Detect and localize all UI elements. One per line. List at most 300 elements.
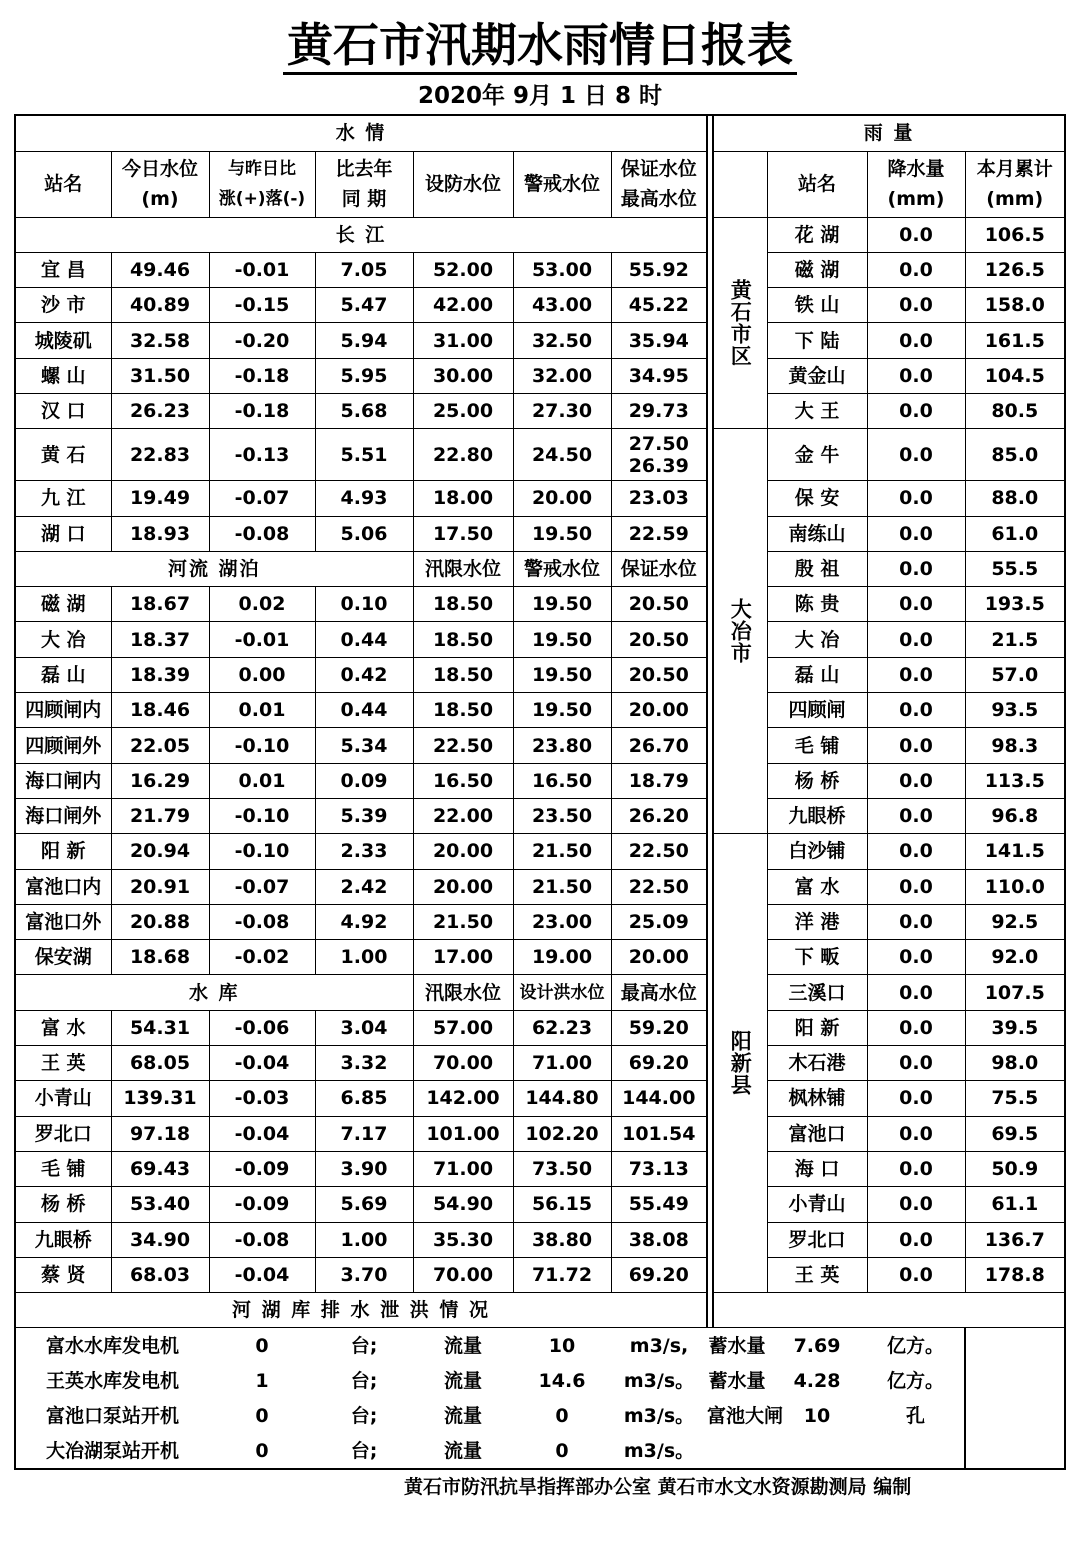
rivers-col-guarantee: 保证水位 <box>611 551 707 586</box>
rain-station-name: 大 冶 <box>767 622 867 657</box>
water-cell-col-7: 26.70 <box>611 728 707 763</box>
flood-row <box>15 1328 1065 1363</box>
water-cell-col-6: 144.80 <box>513 1081 611 1116</box>
water-cell-col-4: 5.95 <box>315 358 413 393</box>
water-cell-col-5: 18.50 <box>413 693 513 728</box>
water-cell-col-3: 0.00 <box>209 657 315 692</box>
flood-unit: 台; <box>350 1369 378 1392</box>
water-cell-col-5: 16.50 <box>413 763 513 798</box>
water-cell-col-6: 20.00 <box>513 481 611 516</box>
water-cell-col-2: 18.68 <box>111 940 209 975</box>
water-cell-col-5: 22.00 <box>413 798 513 833</box>
water-cell-col-2: 18.67 <box>111 587 209 622</box>
table-row <box>15 587 1065 622</box>
table-row <box>15 323 1065 358</box>
water-cell-col-3: 0.01 <box>209 763 315 798</box>
water-cell-col-5: 18.50 <box>413 622 513 657</box>
water-cell-col-2: 31.50 <box>111 358 209 393</box>
water-cell-col-7: 25.09 <box>611 904 707 939</box>
flood-extra-value: 10 <box>803 1405 831 1428</box>
table-row <box>15 1151 1065 1186</box>
flood-flow-unit: m3/s, <box>611 1328 707 1363</box>
col-guarantee-level <box>611 151 707 217</box>
water-cell-col-4: 5.06 <box>315 516 413 551</box>
water-cell-col-3: -0.01 <box>209 622 315 657</box>
water-cell-col-6: 102.20 <box>513 1116 611 1151</box>
flood-flow-unit: m3/s。 <box>611 1434 707 1469</box>
water-cell-col-4: 7.05 <box>315 252 413 287</box>
rain-monthly-total: 55.5 <box>965 551 1065 586</box>
water-cell-col-7: 45.22 <box>611 288 707 323</box>
section-flood-discharge: 河 湖 库 排 水 泄 洪 情 况 <box>15 1293 707 1328</box>
water-cell-col-5: 35.30 <box>413 1222 513 1257</box>
water-cell-col-3: -0.10 <box>209 834 315 869</box>
water-cell-col-5: 70.00 <box>413 1257 513 1292</box>
water-cell-col-6: 73.50 <box>513 1151 611 1186</box>
water-cell-col-2: 53.40 <box>111 1187 209 1222</box>
water-cell-col-2: 18.93 <box>111 516 209 551</box>
rain-station-name: 黄金山 <box>767 358 867 393</box>
col-guarantee-level-line-2: 最高水位 <box>620 188 697 210</box>
water-cell-col-2: 49.46 <box>111 252 209 287</box>
water-cell-col-7: 18.79 <box>611 763 707 798</box>
water-cell-col-4: 3.70 <box>315 1257 413 1292</box>
rain-rainfall: 0.0 <box>867 481 965 516</box>
rain-rainfall: 0.0 <box>867 657 965 692</box>
water-cell-col-3: -0.04 <box>209 1046 315 1081</box>
water-station-name: 黄 石 <box>15 429 111 481</box>
rain-rainfall: 0.0 <box>867 1222 965 1257</box>
water-station-name: 富 水 <box>15 1010 111 1045</box>
water-cell-col-4: 3.32 <box>315 1046 413 1081</box>
report-title <box>0 18 1080 72</box>
water-cell-col-6: 21.50 <box>513 869 611 904</box>
rain-station-name: 金 牛 <box>767 429 867 481</box>
col-rain-region <box>713 151 767 217</box>
flood-facility: 王英水库发电机 <box>15 1363 209 1398</box>
water-cell-col-2: 20.91 <box>111 869 209 904</box>
water-cell-col-7: 73.13 <box>611 1151 707 1186</box>
water-cell-col-6: 19.00 <box>513 940 611 975</box>
water-cell-col-5: 42.00 <box>413 288 513 323</box>
water-cell-col-4: 4.92 <box>315 904 413 939</box>
water-cell-col-2: 20.88 <box>111 904 209 939</box>
table-row <box>15 429 1065 481</box>
table-row <box>15 1081 1065 1116</box>
rain-monthly-total: 75.5 <box>965 1081 1065 1116</box>
water-cell-col-6: 19.50 <box>513 693 611 728</box>
col-vs-yesterday-line-2: 涨(+)落(-) <box>218 189 306 209</box>
water-cell-col-6: 21.50 <box>513 834 611 869</box>
rain-rainfall: 0.0 <box>867 1046 965 1081</box>
water-cell-col-5: 25.00 <box>413 393 513 428</box>
flood-extra-label: 蓄水量 <box>707 1328 767 1363</box>
flood-extra-value <box>767 1434 867 1469</box>
water-station-name: 保安湖 <box>15 940 111 975</box>
report-table <box>14 114 1066 1470</box>
rain-rainfall: 0.0 <box>867 622 965 657</box>
rain-station-name: 保 安 <box>767 481 867 516</box>
water-station-name: 螺 山 <box>15 358 111 393</box>
water-station-name: 四顾闸外 <box>15 728 111 763</box>
table-row <box>15 940 1065 975</box>
flood-row <box>15 1399 1065 1434</box>
report-title-text: 黄石市汛期水雨情日报表 <box>283 18 797 75</box>
region-label: 大冶市 <box>713 429 767 834</box>
rain-monthly-total: 106.5 <box>965 217 1065 252</box>
water-cell-col-6: 23.50 <box>513 798 611 833</box>
water-cell-col-7: 29.73 <box>611 393 707 428</box>
rain-monthly-total: 98.0 <box>965 1046 1065 1081</box>
flood-count: 0 <box>255 1405 269 1428</box>
water-cell-col-3: -0.06 <box>209 1010 315 1045</box>
water-cell-col-7: 23.03 <box>611 481 707 516</box>
water-cell-col-2: 22.83 <box>111 429 209 481</box>
water-cell-col-2: 40.89 <box>111 288 209 323</box>
water-cell-col-3: -0.13 <box>209 429 315 481</box>
report-date: 2020年 9月 1 日 8 时 <box>417 83 663 109</box>
flood-flow-value: 10 <box>513 1328 611 1363</box>
rain-monthly-total: 161.5 <box>965 323 1065 358</box>
water-cell-col-4: 0.10 <box>315 587 413 622</box>
rain-rainfall: 0.0 <box>867 1187 965 1222</box>
water-cell-col-4: 0.42 <box>315 657 413 692</box>
water-cell-col-2: 19.49 <box>111 481 209 516</box>
rain-monthly-total: 136.7 <box>965 1222 1065 1257</box>
water-station-name: 城陵矶 <box>15 323 111 358</box>
water-cell-col-2: 54.31 <box>111 1010 209 1045</box>
water-cell-col-7: 35.94 <box>611 323 707 358</box>
table-row <box>15 728 1065 763</box>
water-cell-col-5: 71.00 <box>413 1151 513 1186</box>
water-cell-col-3: -0.07 <box>209 481 315 516</box>
col-guarantee-level-line-1: 保证水位 <box>620 158 697 180</box>
water-cell-col-5: 31.00 <box>413 323 513 358</box>
col-warning-level: 警戒水位 <box>513 151 611 217</box>
water-cell-col-3: -0.02 <box>209 940 315 975</box>
flood-extra-unit: 亿方。 <box>867 1363 965 1398</box>
table-row <box>15 358 1065 393</box>
flood-row <box>15 1434 1065 1469</box>
reservoirs-col-design-flood: 设计洪水位 <box>513 975 611 1010</box>
water-cell-col-4: 0.44 <box>315 693 413 728</box>
water-cell-col-6: 43.00 <box>513 288 611 323</box>
flood-extra-value: 7.69 <box>767 1328 867 1363</box>
water-cell-col-4: 7.17 <box>315 1116 413 1151</box>
col-rain-station: 站名 <box>767 151 867 217</box>
water-cell-col-2: 21.79 <box>111 798 209 833</box>
rain-rainfall: 0.0 <box>867 252 965 287</box>
water-cell-col-3: -0.03 <box>209 1081 315 1116</box>
water-cell-col-2: 18.39 <box>111 657 209 692</box>
flood-row <box>15 1363 1065 1398</box>
water-cell-col-6: 24.50 <box>513 429 611 481</box>
water-station-name: 湖 口 <box>15 516 111 551</box>
rain-monthly-total: 80.5 <box>965 393 1065 428</box>
water-station-name: 阳 新 <box>15 834 111 869</box>
water-cell-col-3: -0.18 <box>209 358 315 393</box>
rain-station-name: 杨 桥 <box>767 763 867 798</box>
water-cell-col-4: 4.93 <box>315 481 413 516</box>
section-yangtze: 长 江 <box>15 217 707 252</box>
water-cell-col-2: 16.29 <box>111 763 209 798</box>
water-cell-col-2: 26.23 <box>111 393 209 428</box>
flood-flow-label: 流量 <box>443 1369 482 1392</box>
rain-monthly-total: 178.8 <box>965 1257 1065 1292</box>
water-cell-col-4: 5.39 <box>315 798 413 833</box>
rivers-col-flood-limit: 汛限水位 <box>413 551 513 586</box>
water-station-name: 富池口外 <box>15 904 111 939</box>
water-cell-col-4: 1.00 <box>315 1222 413 1257</box>
water-cell-col-5: 18.50 <box>413 587 513 622</box>
rain-rainfall: 0.0 <box>867 940 965 975</box>
col-rainfall-line-1: 降水量 <box>887 158 945 180</box>
water-station-name: 富池口内 <box>15 869 111 904</box>
rain-station-name: 下 畈 <box>767 940 867 975</box>
water-cell-col-5: 17.50 <box>413 516 513 551</box>
water-cell-col-6: 32.00 <box>513 358 611 393</box>
water-cell-col-3: -0.01 <box>209 252 315 287</box>
flood-extra-label <box>707 1434 767 1469</box>
rain-monthly-total: 104.5 <box>965 358 1065 393</box>
water-cell-col-7-line-1: 27.50 <box>628 432 689 455</box>
water-cell-col-4: 2.42 <box>315 869 413 904</box>
rain-station-name: 九眼桥 <box>767 798 867 833</box>
rain-monthly-total: 39.5 <box>965 1010 1065 1045</box>
water-cell-col-5: 22.50 <box>413 728 513 763</box>
rain-station-name: 枫林铺 <box>767 1081 867 1116</box>
water-cell-col-5: 142.00 <box>413 1081 513 1116</box>
water-cell-col-5: 30.00 <box>413 358 513 393</box>
water-cell-col-7: 22.59 <box>611 516 707 551</box>
water-cell-col-7: 20.50 <box>611 622 707 657</box>
rain-monthly-total: 193.5 <box>965 587 1065 622</box>
table-row <box>15 288 1065 323</box>
flood-count: 1 <box>255 1369 269 1392</box>
water-station-name: 汉 口 <box>15 393 111 428</box>
rain-station-name: 铁 山 <box>767 288 867 323</box>
rain-monthly-total: 98.3 <box>965 728 1065 763</box>
rain-rainfall: 0.0 <box>867 1257 965 1292</box>
rain-rainfall: 0.0 <box>867 323 965 358</box>
water-cell-col-5: 101.00 <box>413 1116 513 1151</box>
rain-rainfall: 0.0 <box>867 834 965 869</box>
water-cell-col-3: -0.04 <box>209 1257 315 1292</box>
water-cell-col-4: 5.34 <box>315 728 413 763</box>
rain-monthly-total: 93.5 <box>965 693 1065 728</box>
rain-station-name: 阳 新 <box>767 1010 867 1045</box>
water-station-name: 磊 山 <box>15 657 111 692</box>
water-cell-col-3: -0.15 <box>209 288 315 323</box>
flood-unit: 台; <box>315 1328 413 1363</box>
rain-station-name: 洋 港 <box>767 904 867 939</box>
water-cell-col-3: -0.20 <box>209 323 315 358</box>
water-cell-col-3: -0.09 <box>209 1151 315 1186</box>
water-station-name: 四顾闸内 <box>15 693 111 728</box>
flood-count: 0 <box>209 1328 315 1363</box>
water-cell-col-7: 55.92 <box>611 252 707 287</box>
water-cell-col-2: 68.03 <box>111 1257 209 1292</box>
water-cell-col-5: 18.00 <box>413 481 513 516</box>
water-cell-col-5: 57.00 <box>413 1010 513 1045</box>
col-today-level-line-2: (m) <box>141 188 179 210</box>
flood-flow-value: 0 <box>555 1405 569 1428</box>
rivers-col-warning: 警戒水位 <box>513 551 611 586</box>
water-cell-col-6: 19.50 <box>513 516 611 551</box>
water-cell-col-2: 20.94 <box>111 834 209 869</box>
water-cell-col-6: 71.00 <box>513 1046 611 1081</box>
water-cell-col-4: 5.94 <box>315 323 413 358</box>
water-cell-col-2: 139.31 <box>111 1081 209 1116</box>
table-row <box>15 798 1065 833</box>
water-cell-col-7: 34.95 <box>611 358 707 393</box>
water-cell-col-5: 20.00 <box>413 834 513 869</box>
col-vs-yesterday <box>209 151 315 217</box>
rain-station-name: 磊 山 <box>767 657 867 692</box>
water-cell-col-6: 23.00 <box>513 904 611 939</box>
water-cell-col-6: 19.50 <box>513 587 611 622</box>
region-label: 黄石市区 <box>713 217 767 429</box>
table-row <box>15 657 1065 692</box>
table-row <box>15 622 1065 657</box>
col-monthly-total-line-2: (mm) <box>986 188 1044 210</box>
reservoirs-col-flood-limit: 汛限水位 <box>413 975 513 1010</box>
water-cell-col-2: 68.05 <box>111 1046 209 1081</box>
rain-station-name: 小青山 <box>767 1187 867 1222</box>
water-station-name: 磁 湖 <box>15 587 111 622</box>
rain-monthly-total: 61.1 <box>965 1187 1065 1222</box>
water-cell-col-6: 38.80 <box>513 1222 611 1257</box>
water-station-name: 九 江 <box>15 481 111 516</box>
water-cell-col-6: 53.00 <box>513 252 611 287</box>
rain-station-name: 毛 铺 <box>767 728 867 763</box>
col-vs-last-year-line-1: 比去年 <box>335 158 393 180</box>
water-station-name: 海口闸内 <box>15 763 111 798</box>
water-station-name: 王 英 <box>15 1046 111 1081</box>
water-cell-col-4: 6.85 <box>315 1081 413 1116</box>
table-row <box>15 693 1065 728</box>
col-monthly-total-line-1: 本月累计 <box>976 158 1053 180</box>
water-cell-col-6: 27.30 <box>513 393 611 428</box>
water-cell-col-3: -0.08 <box>209 904 315 939</box>
water-cell-col-2: 69.43 <box>111 1151 209 1186</box>
flood-unit: 台; <box>350 1405 378 1428</box>
water-cell-col-7: 38.08 <box>611 1222 707 1257</box>
rain-station-name: 四顾闸 <box>767 693 867 728</box>
water-cell-col-3: -0.04 <box>209 1116 315 1151</box>
water-cell-col-5: 18.50 <box>413 657 513 692</box>
water-station-name: 宜 昌 <box>15 252 111 287</box>
water-cell-col-3: 0.02 <box>209 587 315 622</box>
water-cell-col-6: 23.80 <box>513 728 611 763</box>
table-row <box>15 1116 1065 1151</box>
flood-flow-value: 14.6 <box>538 1369 586 1392</box>
rain-rainfall: 0.0 <box>867 393 965 428</box>
rain-rainfall: 0.0 <box>867 728 965 763</box>
water-cell-col-4: 5.68 <box>315 393 413 428</box>
water-cell-col-3: -0.08 <box>209 516 315 551</box>
water-cell-col-4: 3.04 <box>315 1010 413 1045</box>
col-station: 站名 <box>15 151 111 217</box>
water-cell-col-6: 56.15 <box>513 1187 611 1222</box>
table-row <box>15 834 1065 869</box>
water-cell-col-7: 22.50 <box>611 869 707 904</box>
rain-rainfall: 0.0 <box>867 551 965 586</box>
water-cell-col-4: 1.00 <box>315 940 413 975</box>
rain-monthly-total: 88.0 <box>965 481 1065 516</box>
flood-flow-label: 流量 <box>413 1328 513 1363</box>
rain-station-name: 南练山 <box>767 516 867 551</box>
water-cell-col-7: 22.50 <box>611 834 707 869</box>
water-cell-col-2: 18.46 <box>111 693 209 728</box>
water-cell-col-3: -0.10 <box>209 728 315 763</box>
rain-monthly-total: 92.5 <box>965 904 1065 939</box>
rain-rainfall: 0.0 <box>867 516 965 551</box>
col-vs-yesterday-line-1: 与昨日比 <box>228 159 296 179</box>
rain-monthly-total: 61.0 <box>965 516 1065 551</box>
flood-flow-unit: m3/s。 <box>623 1369 695 1392</box>
table-row <box>15 393 1065 428</box>
rain-station-name: 木石港 <box>767 1046 867 1081</box>
water-cell-col-7: 101.54 <box>611 1116 707 1151</box>
rain-monthly-total: 96.8 <box>965 798 1065 833</box>
flood-extra-label: 富池大闸 <box>707 1405 784 1428</box>
flood-facility: 富池口泵站开机 <box>15 1399 209 1434</box>
rain-station-name: 白沙铺 <box>767 834 867 869</box>
water-cell-col-6: 32.50 <box>513 323 611 358</box>
flood-flow-unit: m3/s。 <box>623 1405 695 1428</box>
water-cell-col-7: 59.20 <box>611 1010 707 1045</box>
rain-station-name: 大 王 <box>767 393 867 428</box>
water-cell-col-4: 5.47 <box>315 288 413 323</box>
empty-cell <box>713 1293 1065 1328</box>
rain-monthly-total: 92.0 <box>965 940 1065 975</box>
rain-monthly-total: 110.0 <box>965 869 1065 904</box>
rain-rainfall: 0.0 <box>867 1151 965 1186</box>
rain-rainfall: 0.0 <box>867 975 965 1010</box>
col-vs-last-year-line-2: 同 期 <box>341 188 387 210</box>
rain-monthly-total: 113.5 <box>965 763 1065 798</box>
rain-monthly-total: 158.0 <box>965 288 1065 323</box>
water-station-name: 毛 铺 <box>15 1151 111 1186</box>
water-station-name: 沙 市 <box>15 288 111 323</box>
rain-monthly-total: 50.9 <box>965 1151 1065 1186</box>
rain-station-name: 花 湖 <box>767 217 867 252</box>
rain-monthly-total: 21.5 <box>965 622 1065 657</box>
rain-rainfall: 0.0 <box>867 358 965 393</box>
table-row <box>15 904 1065 939</box>
water-cell-col-3: -0.08 <box>209 1222 315 1257</box>
table-row <box>15 1257 1065 1292</box>
water-cell-col-7-line-2: 26.39 <box>628 454 689 477</box>
table-row <box>15 516 1065 551</box>
rain-station-name: 王 英 <box>767 1257 867 1292</box>
col-today-level-line-1: 今日水位 <box>121 158 198 180</box>
water-cell-col-3: -0.18 <box>209 393 315 428</box>
flood-extra-value: 4.28 <box>793 1369 841 1392</box>
rain-rainfall: 0.0 <box>867 1116 965 1151</box>
water-cell-col-4: 0.09 <box>315 763 413 798</box>
rain-monthly-total: 107.5 <box>965 975 1065 1010</box>
water-cell-col-4: 5.69 <box>315 1187 413 1222</box>
water-cell-col-7: 69.20 <box>611 1046 707 1081</box>
water-cell-col-7: 20.00 <box>611 693 707 728</box>
rain-rainfall: 0.0 <box>867 763 965 798</box>
water-cell-col-7: 26.20 <box>611 798 707 833</box>
water-cell-col-7: 69.20 <box>611 1257 707 1292</box>
water-station-name: 小青山 <box>15 1081 111 1116</box>
flood-flow-label: 流量 <box>413 1434 513 1469</box>
